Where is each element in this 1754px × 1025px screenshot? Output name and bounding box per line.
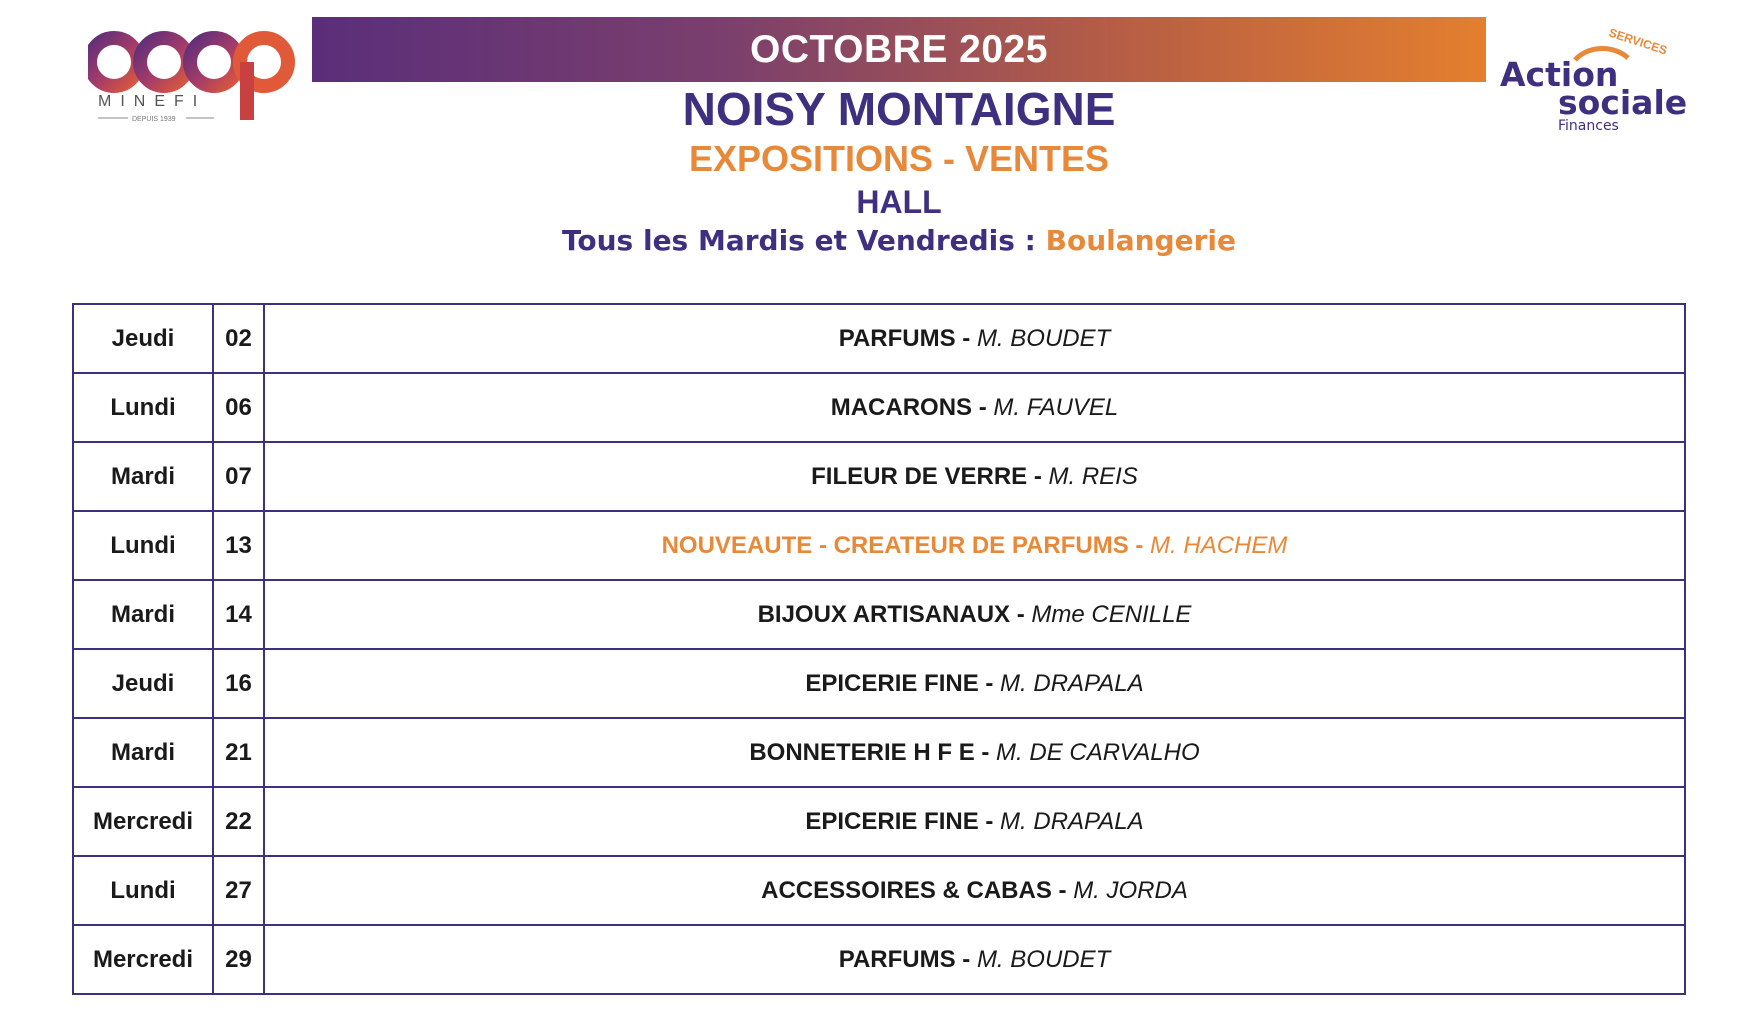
recurring-item: Boulangerie: [1045, 224, 1236, 257]
event-separator: -: [978, 807, 1001, 835]
event-vendor: M. DRAPALA: [1000, 807, 1144, 835]
day-cell: Lundi: [73, 511, 213, 580]
event-cell: [264, 856, 1685, 925]
table-row: [73, 856, 1685, 925]
table-row: [73, 580, 1685, 649]
day-cell: Mercredi: [73, 787, 213, 856]
table-row: [73, 649, 1685, 718]
event-cell: [264, 511, 1685, 580]
date-cell: 22: [213, 787, 264, 856]
banner-title: OCTOBRE 2025: [750, 27, 1048, 71]
event-separator: -: [972, 393, 994, 421]
recurring-prefix: Tous les Mardis et Vendredis :: [562, 224, 1046, 257]
event-vendor: M. HACHEM: [1150, 531, 1288, 559]
event-category: NOUVEAUTE - CREATEUR DE PARFUMS: [661, 531, 1129, 559]
event-vendor: M. REIS: [1048, 462, 1138, 490]
svg-text:MINEFI: MINEFI: [98, 93, 207, 110]
svg-text:Action: Action: [1500, 55, 1619, 94]
table-row: [73, 925, 1685, 994]
svg-text:Finances: Finances: [1558, 118, 1619, 133]
date-cell: 27: [213, 856, 264, 925]
table-row: [73, 787, 1685, 856]
table-row: [73, 373, 1685, 442]
svg-text:DEPUIS 1939: DEPUIS 1939: [132, 116, 176, 123]
site-title: NOISY MONTAIGNE: [682, 83, 1116, 135]
day-cell: Mercredi: [73, 925, 213, 994]
event-cell: [264, 373, 1685, 442]
event-category: EPICERIE FINE: [805, 807, 979, 835]
event-separator: -: [955, 324, 977, 352]
event-vendor: M. DRAPALA: [1000, 669, 1144, 697]
event-cell: [264, 925, 1685, 994]
date-cell: 07: [213, 442, 264, 511]
event-cell: [264, 718, 1685, 787]
event-category: FILEUR DE VERRE: [811, 462, 1028, 490]
event-separator: -: [1027, 462, 1049, 490]
svg-text:SERVICES: SERVICES: [1607, 25, 1669, 58]
event-cell: [264, 787, 1685, 856]
event-cell: [264, 580, 1685, 649]
table-row: [73, 718, 1685, 787]
event-separator: -: [978, 669, 1001, 697]
event-vendor: M. FAUVEL: [993, 393, 1119, 421]
month-banner: [312, 17, 1486, 82]
event-separator: -: [955, 945, 977, 973]
table-row: [73, 442, 1685, 511]
date-cell: 14: [213, 580, 264, 649]
event-cell: [264, 442, 1685, 511]
event-separator: -: [1128, 531, 1151, 559]
day-cell: Mardi: [73, 442, 213, 511]
event-vendor: M. BOUDET: [976, 324, 1111, 352]
day-cell: Mardi: [73, 580, 213, 649]
event-category: BIJOUX ARTISANAUX: [757, 600, 1011, 628]
day-cell: Jeudi: [73, 649, 213, 718]
event-category: PARFUMS: [838, 324, 956, 352]
day-cell: Lundi: [73, 856, 213, 925]
location-label: HALL: [856, 184, 942, 220]
recurring-note: [312, 224, 1486, 257]
schedule-table: [72, 303, 1686, 995]
event-separator: -: [974, 738, 997, 766]
event-separator: -: [1010, 600, 1032, 628]
event-vendor: Mme CENILLE: [1031, 600, 1192, 628]
table-row: [73, 304, 1685, 373]
event-category: MACARONS: [830, 393, 973, 421]
date-cell: 13: [213, 511, 264, 580]
event-separator: -: [1051, 876, 1074, 904]
day-cell: Jeudi: [73, 304, 213, 373]
event-subtitle: EXPOSITIONS - VENTES: [688, 138, 1110, 179]
date-cell: 02: [213, 304, 264, 373]
day-cell: Lundi: [73, 373, 213, 442]
day-cell: Mardi: [73, 718, 213, 787]
coop-minefi-logo: [88, 20, 303, 130]
event-vendor: M. DE CARVALHO: [996, 738, 1200, 766]
date-cell: 06: [213, 373, 264, 442]
event-category: PARFUMS: [838, 945, 956, 973]
event-vendor: M. JORDA: [1073, 876, 1188, 904]
event-category: BONNETERIE H F E: [749, 738, 975, 766]
action-sociale-logo: [1500, 18, 1690, 133]
table-row: [73, 511, 1685, 580]
event-category: ACCESSOIRES & CABAS: [761, 876, 1052, 904]
event-vendor: M. BOUDET: [976, 945, 1111, 973]
date-cell: 16: [213, 649, 264, 718]
event-category: EPICERIE FINE: [805, 669, 979, 697]
svg-text:sociale: sociale: [1558, 83, 1688, 122]
date-cell: 21: [213, 718, 264, 787]
event-cell: [264, 649, 1685, 718]
date-cell: 29: [213, 925, 264, 994]
event-cell: [264, 304, 1685, 373]
